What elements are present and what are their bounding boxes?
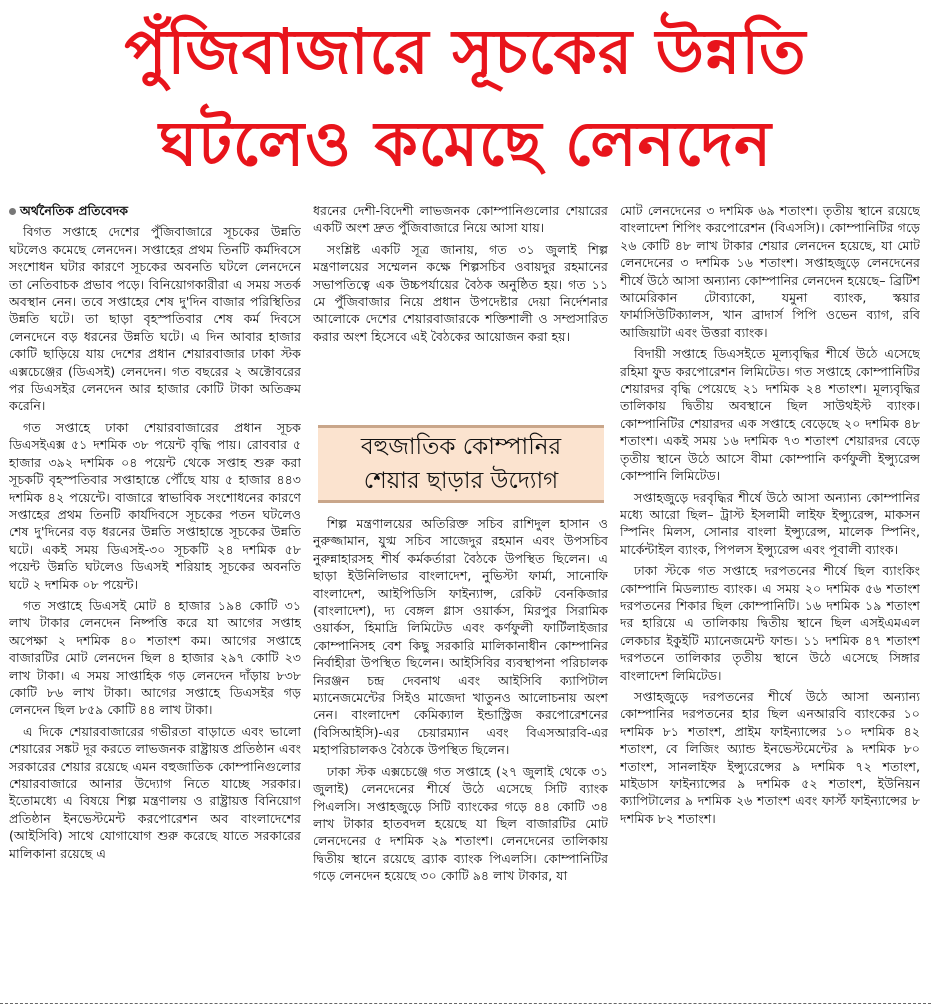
byline (9, 202, 301, 219)
paragraph: মোট লেনদেনের ৩ দশমিক ৬৯ শতাংশ। তৃতীয় স্থানে রয়েছে বাংলাদেশ শিপিং করপোরেশন (বিএসসি)। কোম্পানিটির গড়ে ২৬ কোটি ৪৮ লাখ টাকার শেয়ার লেনদেন হয়েছে, যা মোট লেনদেনের ৩ দশমিক ১৬ শতাংশ। সপ্তাহজুড়ে লেনদেনের শীর্ষে উঠে আসা অন্যান্য কোম্পানির লেনদেন হয়েছে– ব্রিটিশ আমেরিকান টোব্যাকো, যমুনা ব্যাংক, স্কয়ার ফার্মাসিউটিক্যালস, খান ব্রাদার্স পিপি ওভেন ব্যাগ, রবি আজিয়াটা এবং উত্তরা ব্যাংক। (620, 203, 920, 340)
paragraph: ঢাকা স্টকে গত সপ্তাহে দরপতনের শীর্ষে ছিল ব্যাংকিং কোম্পানি মিডল্যান্ড ব্যাংক। এ সময় ২০ দশমিক ৫৬ শতাংশ দরপতনের শিকার ছিল কোম্পানিটি। ১৬ দশমিক ১৯ শতাংশ দর হারিয়ে এ তালিকায় দ্বিতীয় স্থানে ছিল এসইএমএল লেকচার ইকুইটি ম্যানেজমেন্ট ফান্ড। ১১ দশমিক ৪৭ শতাংশ দরপতনে তালিকার তৃতীয় স্থানে উঠে এসেছে সিঙ্গার বাংলাদেশ লিমিটেড। (620, 563, 920, 683)
subheading-line1: বহুজাতিক কোম্পানির (360, 434, 562, 460)
paragraph: সংশ্লিষ্ট একটি সূত্র জানায়, গত ৩১ জুলাই শিল্প মন্ত্রণালয়ের সম্মেলন কক্ষে শিল্পসচিব ওবায়দুর রহমানের সভাপতিত্বে এক উচ্চপর্যায়ের বৈঠক অনুষ্ঠিত হয়। গত ১১ মে পুঁজিবাজার নিয়ে প্রধান উপদেষ্টার দেয়া নির্দেশনার আলোকে দেশের শেয়ারবাজারকে শক্তিশালী ও সম্প্রসারিত করার অংশ হিসেবে এই বৈঠকের আয়োজন করা হয়। (313, 241, 608, 344)
byline-text: অর্থনৈতিক প্রতিবেদক (20, 203, 129, 218)
paragraph: এ দিকে শেয়ারবাজারের গভীরতা বাড়াতে এবং ভালো শেয়ারের সঙ্কট দূর করতে লাভজনক রাষ্ট্রায়ত্ত প্রতিষ্ঠান এবং সরকারের শেয়ার রয়েছে এমন বহুজাতিক কোম্পানিগুলোর শেয়ারবাজারে আনার উদ্যোগ নিতে যাচ্ছে সরকার। ইতোমধ্যে এ বিষয়ে শিল্প মন্ত্রণালয় ও রাষ্ট্রায়ত্ত বিনিয়োগ প্রতিষ্ঠান ইনভেস্টমেন্ট করপোরেশন অব বাংলাদেশের (আইসিবি) সাথে যোগাযোগ শুরু করেছে যাতে সরকারের মালিকানা রয়েছে এ (9, 723, 301, 861)
headline-line2: ঘটলেও কমেছে লেনদেন (158, 107, 773, 180)
headline-line1: পুঁজিবাজারে সূচকের উন্নতি (124, 15, 807, 88)
paragraph: শিল্প মন্ত্রণালয়ের অতিরিক্ত সচিব রাশিদুল হাসান ও নুরুজ্জামান, যুগ্ম সচিব সাজেদুর রহমান এবং উপসচিব নুরুন্নাহারসহ শীর্ষ কর্মকর্তারা বৈঠকে উপস্থিত ছিলেন। এ ছাড়া ইউনিলিভার বাংলাদেশ, নুভিস্টা ফার্মা, সানোফি বাংলাদেশ, আইপিডিসি ফাইন্যান্স, রেকিট বেনকিজার (বাংলাদেশ), দ্য বেঙ্গল গ্লাস ওয়ার্কস, মিরপুর সিরামিক ওয়ার্কস, হিমাদ্রি লিমিটেড এবং কর্ণফুলী ফার্টিলাইজার কোম্পানিসহ বেশ কিছু সরকারি মালিকানাধীন কোম্পানির নির্বাহীরা উপস্থিত ছিলেন। আইসিবির ব্যবস্থাপনা পরিচালক নিরঞ্জন চন্দ্র দেবনাথ এবং আইসিবি ক্যাপিটাল ম্যানেজমেন্টের সিইও মাজেদা খাতুনও আলোচনায় অংশ নেন। বাংলাদেশ কেমিক্যাল ইন্ডাস্ট্রিজ করপোরেশনের (বিসিআইসি)-এর চেয়ারম্যান এবং বিএসআরবি-এর মহাপরিচালকও বৈঠকে উপস্থিত ছিলেন। (313, 516, 608, 758)
article-column-3 (620, 202, 920, 992)
paragraph: গত সপ্তাহে ডিএসই মোট ৪ হাজার ১৯৪ কোটি ৩১ লাখ টাকার লেনদেন নিষ্পত্তি করে যা আগের সপ্তাহ অপেক্ষা ২ দশমিক ৪০ শতাংশ কম। আগের সপ্তাহে বাজারটির মোট লেনদেন ছিল ৪ হাজার ২৯৭ কোটি ২৩ লাখ টাকা। এ সময় সাপ্তাহিক গড় লেনদেন দাঁড়ায় ৮৩৮ কোটি ৮৬ লাখ টাকা। আগের সপ্তাহে ডিএসইর গড় লেনদেন ছিল ৮৫৯ কোটি ৪৪ লাখ টাকা। (9, 597, 301, 718)
bottom-divider (0, 1003, 931, 1004)
article-column-2-continued (313, 515, 608, 992)
paragraph: বিগত সপ্তাহে দেশের পুঁজিবাজারে সূচকের উন্নতি ঘটলেও কমেছে লেনদেন। সপ্তাহের প্রথম তিনটি কর্মদিবসে সংশোধন ঘটার কারণে সূচকের অবনতি ঘটলে লেনদেনে তা নেতিবাচক প্রভাব পড়ে। বিনিয়োগকারীরা এ সময় সতর্ক অবস্থান নেন। তবে সপ্তাহের শেষ দু'দিন বাজার পরিস্থিতির উন্নতি ঘটে। তা ছাড়া বৃহস্পতিবার শেষ কর্ম দিবসে লেনদেনে বড় ধরনের উন্নতি ঘটে। এ দিন আবার হাজার কোটি ছাড়িয়ে যায় দেশের প্রধান শেয়ারবাজার ঢাকা স্টক এক্সচেঞ্জের (ডিএসই) লেনদেন। গত বছরের ২ অক্টোবরের পর ডিএসইর লেনদেন আর হাজার কোটি টাকা অতিক্রম করেনি। (9, 224, 301, 414)
paragraph: বিদায়ী সপ্তাহে ডিএসইতে মূল্যবৃদ্ধির শীর্ষে উঠে এসেছে রহিমা ফুড করপোরেশন লিমিটেড। গত সপ্তাহে কোম্পানিটির শেয়ারদর বৃদ্ধি পেয়েছে ২১ দশমিক ২৪ শতাংশ। মূল্যবৃদ্ধির তালিকায় দ্বিতীয় অবস্থানে ছিল সাউথইস্ট ব্যাংক। কোম্পানিটির শেয়ারদর এক সপ্তাহে বেড়েছে ২০ দশমিক ৪৮ শতাংশ। একই সময় ১৬ দশমিক ৭৩ শতাংশ শেয়ারদর বেড়ে তৃতীয় স্থানে উঠে আসে বীমা কোম্পানি কর্ণফুলী ইন্স্যুরেন্স কোম্পানি লিমিটেড। (620, 346, 920, 484)
article-column-2 (313, 202, 608, 414)
paragraph: সপ্তাহজুড়ে দরবৃদ্ধির শীর্ষে উঠে আসা অন্যান্য কোম্পানির মধ্যে আরো ছিল– ট্রাস্ট ইসলামী লাইফ ইন্স্যুরেন্স, মাকসন স্পিনিং মিলস, সোনার বাংলা ইন্স্যুরেন্স, মালেক স্পিনিং, মার্কেন্টাইল ব্যাংক, পিপলস ইন্স্যুরেন্স এবং পূবালী ব্যাংক। (620, 489, 920, 557)
paragraph: সপ্তাহজুড়ে দরপতনের শীর্ষে উঠে আসা অন্যান্য কোম্পানির দরপতনের হার ছিল এনআরবি ব্যাংকের ১০ দশমিক ৮১ শতাংশ, প্রাইম ফাইন্যান্সের ১০ দশমিক ৪২ শতাংশ, বে লিজিং অ্যান্ড ইনভেস্টমেন্টের ৯ দশমিক ৮০ শতাংশ, সানলাইফ ইন্স্যুরেন্সের ৯ দশমিক ৭২ শতাংশ, মাইডাস ফাইন্যান্সের ৯ দশমিক ৫২ শতাংশ, ইউনিয়ন ক্যাপিটালের ৯ দশমিক ২৬ শতাংশ এবং ফার্স্ট ফাইন্যান্সের ৮ দশমিক ৮২ শতাংশ। (620, 688, 920, 826)
paragraph: গত সপ্তাহে ঢাকা শেয়ারবাজারের প্রধান সূচক ডিএসইএক্স ৫১ দশমিক ৩৮ পয়েন্ট বৃদ্ধি পায়। রোববার ৫ হাজার ৩৯২ দশমিক ০৪ পয়েন্ট থেকে সপ্তাহ শুরু করা সূচকটি বৃহস্পতিবার সপ্তাহান্তে পৌঁছে যায় ৫ হাজার ৪৪৩ দশমিক ৪২ পয়েন্টে। বাজারে স্বাভাবিক সংশোধনের কারণে সপ্তাহের প্রথম তিনটি কার্যদিবসে সূচকের পতন ঘটলেও শেষ দু'দিনের বড় ধরনের উন্নতি সপ্তাহান্তে সূচকের উন্নতি ঘটে। একই সময় ডিএসই-৩০ সূচকটি ২৪ দশমিক ৫৮ পয়েন্ট উন্নতি ঘটলেও ডিএসই শরিয়াহ সূচকের অবনতি ঘটে ২ দশমিক ০৮ পয়েন্ট। (9, 419, 301, 592)
subheading-line2: শেয়ার ছাড়ার উদ্যোগ (363, 468, 559, 494)
paragraph: ঢাকা স্টক এক্সচেঞ্জে গত সপ্তাহে (২৭ জুলাই থেকে ৩১ জুলাই) লেনদেনের শীর্ষে উঠে এসেছে সিটি ব্যাংক পিএলসি। সপ্তাহজুড়ে সিটি ব্যাংকের গড়ে ৪৪ কোটি ৩৪ লাখ টাকার হাতবদল হয়েছে যা ছিল বাজারটির মোট লেনদেনের ৫ দশমিক ২৯ শতাংশ। লেনদেনের তালিকায় দ্বিতীয় স্থানে রয়েছে ব্র্যাক ব্যাংক পিএলসি। কোম্পানিটির গড়ে লেনদেন হয়েছে ৩০ কোটি ৯৪ লাখ টাকার, যা (313, 763, 608, 884)
subheading-box (318, 425, 604, 503)
paragraph: ধরনের দেশী-বিদেশী লাভজনক কোম্পানিগুলোর শেয়ারের একটি অংশ দ্রুত পুঁজিবাজারে নিয়ে আসা যায়। (313, 203, 608, 236)
bullet-icon (9, 208, 16, 215)
headline (0, 6, 931, 190)
article-column-1 (9, 202, 301, 992)
